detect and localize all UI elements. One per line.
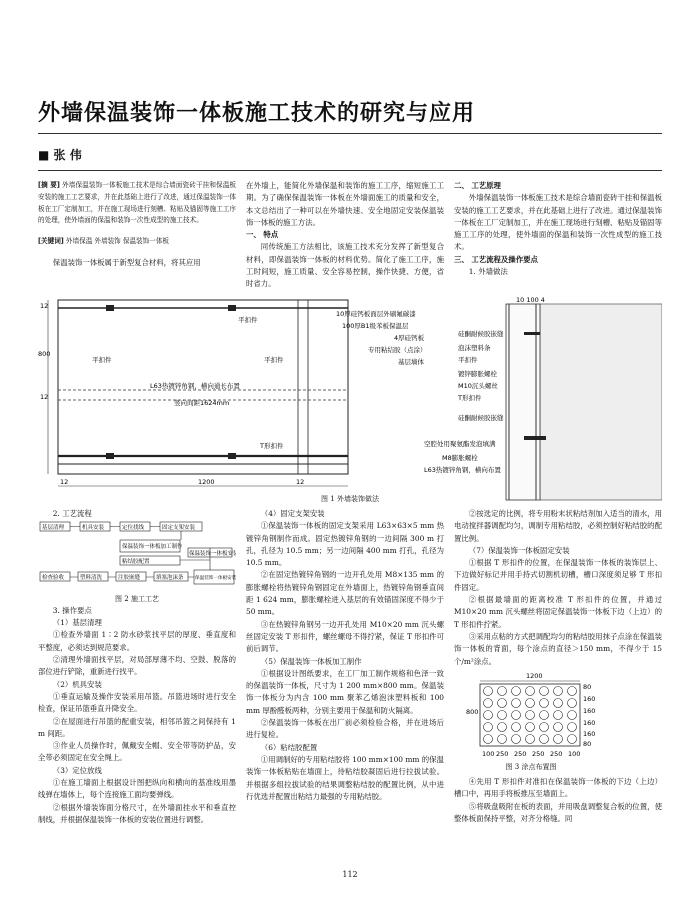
adhesive-dot (526, 735, 535, 744)
abstract-text: 外墙保温装饰一体板施工技术是综合墙面瓷砖干挂和保温板安装的施工工艺要求，并在此基础上进行了改进，通过保温装饰一体板在工厂定制加工，并在施工现场进行刻槽、粘贴及锚固等施工工序的处理，使外墙面的保温和装饰一次性成型的施工技术。 (38, 181, 236, 225)
section-1-text: 同传统施工方法相比，该施工技术充分发挥了新型复合材料，即保温装饰一体板的材料优势。简化了施工工序，施工时间短，施工质量、安全容易控制，操作快捷、方便，省时省力。 (246, 242, 444, 289)
paragraph: ⑤将吸盘吸附在板的表面，并用吸盘调整复合板的位置，使整体板面保持平整，对齐分格缝。同 (454, 801, 662, 823)
fig3-panel (480, 684, 580, 746)
fig3-dim-top: 1200 (526, 672, 543, 680)
fig1-dim-12b: 12 (40, 393, 49, 401)
flow-step: 检查验收 (42, 575, 65, 582)
fig1-clip (106, 305, 114, 311)
adhesive-dot (554, 699, 563, 708)
fig1-dim-12c: 12 (60, 478, 69, 486)
fig1-right-r6: T形扣件 (458, 394, 482, 402)
paragraph: ③采用点粘的方式把调配均匀的粘结胶用抹子点涂在保温装饰一体板的背面，每个涂点的直径＞150 mm，不得少于 15 个/m²涂点。 (454, 631, 662, 666)
adhesive-dot (484, 711, 493, 720)
paragraph: ②在固定热镀锌角钢的一边开孔处用 M8×135 mm 的膨胀螺栓将热镀锌角钢固定在外墙面上，热镀锌角钢垂直间距 1 624 mm，膨胀螺栓进入基层的有效锚固深度不得少于 50 mm。 (246, 570, 444, 617)
fig1-dim-thickness: 10 100 4 (516, 296, 545, 304)
paragraph: ①用调制好的专用粘结胶将 100 mm×100 mm 的保温装饰一体板粘贴在墙面上，待粘结胶凝固后进行拉拔试验。并根据多组拉拔试验的结果调整粘结胶的配置比例，从中进行优选并配置出粘结力最强的专用粘结胶。 (246, 754, 444, 801)
flow-step: 保温装饰一体板安装 (195, 576, 236, 582)
adhesive-dot (568, 699, 577, 708)
fig3-dim-side: 160 (583, 719, 596, 727)
keywords-text: 外墙保温 外墙装饰 保温装饰一体板 (65, 237, 170, 246)
flow-heading: 2. 工艺流程 (52, 509, 92, 518)
fig3-dim-left: 800 (466, 708, 479, 716)
flow-step: 基层清理 (42, 525, 65, 532)
paragraph: ②根据最墙面的距离校准 T 形扣件的位置，并通过 M10×20 mm 沉头螺丝将固定保温装饰一体板下边（上边）的 T 形扣件拧紧。 (454, 595, 662, 629)
fig1-right-l2: 100厚B1级苯板保温层 (342, 322, 409, 330)
fig1-right-r3: 平扣件 (458, 356, 478, 364)
adhesive-dot (554, 687, 563, 696)
fig1-right-l1: 10厚硅钙板面层外刷氟碳漆 (336, 310, 416, 318)
fig1-clip (228, 453, 236, 459)
paragraph: ①保温装饰一体板的固定支架采用 L63×63×5 mm 热镀锌角钢制作而成。固定热镀锌角钢的一边间隔 300 m 打孔，孔径为 10.5 mm；另一边间隔 400 mm 打孔，孔径为 10.5 mm。 (246, 521, 444, 568)
fig1-dim-800: 800 (38, 350, 51, 358)
fig3-dim-bottom: 250 (514, 750, 527, 758)
adhesive-dot (526, 699, 535, 708)
adhesive-dot (498, 723, 507, 732)
adhesive-dot (498, 711, 507, 720)
adhesive-dot (540, 711, 549, 720)
paragraph: ①检查外墙面 1∶2 防水砂浆找平层的厚度、垂直度和平整度，必须达到规范要求。 (38, 630, 236, 652)
fig1-right-l4: 专用粘结胶（点涂） (368, 346, 427, 354)
fig1-right-l5: 基层墙体 (398, 358, 424, 366)
col3-end (454, 776, 662, 825)
adhesive-dot (512, 687, 521, 696)
flow-step: 定位找线 (122, 525, 145, 532)
col2-bottom (246, 508, 444, 803)
abstract-block (38, 180, 236, 269)
adhesive-dot (554, 723, 563, 732)
fig1-dim-12a: 12 (40, 302, 49, 310)
flow-step: 保温装饰一体板加工制作 (122, 544, 183, 551)
fig3-dim-side: 160 (583, 730, 596, 738)
section-1-heading: 一、 特点 (246, 230, 279, 240)
figure-1-caption: 图 1 外墙装饰做法 (321, 495, 379, 503)
fig3-dim-bottom: 100 (482, 750, 495, 758)
paragraph: ②按选定的比例，将专用粉末状粘结剂加入适当的清水，用电动搅拌器调配均匀，调制专用粘结胶，必须控制好粘结胶的配置比例。 (454, 509, 662, 543)
fig3-dim-side: 160 (583, 695, 596, 703)
paragraph: ①根据 T 形扣件的位置，在保温装饰一体板的装饰层上、下边做好标记并用手持式切割机切槽，槽口深度须足够 T 形扣件固定。 (454, 558, 662, 592)
adhesive-dot (484, 723, 493, 732)
fig3-dim-bottom: 250 (550, 750, 563, 758)
paragraph: ②清理外墙面找平层，对局部厚薄不均、空鼓、脱落的部位进行铲除，重新进行找平。 (38, 655, 236, 677)
col1-intro: 保温装饰一体板属于新型复合材料，将其应用 (52, 257, 201, 267)
subheading: （4）固定支架安装 (260, 509, 325, 518)
adhesive-dot (512, 699, 521, 708)
figure-3-caption: 图 3 涂点布置图 (505, 763, 557, 771)
fig1-clip (106, 453, 114, 459)
author-rule (38, 170, 662, 171)
col2-top (246, 180, 444, 291)
adhesive-dot (540, 735, 549, 744)
subheading: （3）定位放线 (52, 765, 102, 775)
adhesive-dot (568, 711, 577, 720)
fig1-right-r5: M10沉头螺丝 (458, 382, 498, 390)
paragraph: ③作业人员操作时，佩戴安全帽、安全带等防护品，安全带必须固定在安全绳上。 (38, 741, 236, 763)
fig1-label-spacing: 竖向间距1624mm (174, 399, 230, 407)
fig1-right-l3: 4厚硅钙板 (394, 334, 425, 342)
adhesive-dot (540, 687, 549, 696)
figure-1-drawing (38, 296, 662, 506)
adhesive-dot (568, 723, 577, 732)
fig1-dim-1200: 1200 (198, 478, 215, 486)
page-number: 112 (342, 870, 358, 879)
col3-bottom (454, 508, 662, 668)
adhesive-dot (540, 723, 549, 732)
abstract-label: [摘 要] (38, 181, 60, 189)
col1-bottom (38, 508, 236, 826)
paragraph: ②根据外墙装饰面分格尺寸，在外墙面挂水平和垂直控制线，并根据保温装饰一体板的安装位置进行调整。 (38, 802, 236, 824)
col2-top-text: 在外墙上，能简化外墙保温和装饰的施工工序，缩短施工工期。为了确保保温装饰一体板在外墙面施工的质量和安全，本文总结出了一种可以在外墙快速、安全地固定安装保温装饰一体板的施工方法。 (246, 181, 444, 227)
fig1-clip (228, 305, 236, 311)
paragraph: ②保温装饰一体板在出厂前必须检验合格，并在进场后进行复检。 (246, 718, 444, 740)
fig1-right-r4: 镀锌膨胀螺栓 (458, 370, 497, 378)
section-2-text: 外墙保温装饰一体板施工技术是综合墙面瓷砖干挂和保温板安装的施工工艺要求，并在此基础上进行了改进。通过保温装饰一体板在工厂定制加工，并在施工现场进行刻槽、粘贴及锚固等施工工序的处理，使外墙面的保温和装饰一次性成型的施工技术。 (454, 193, 662, 252)
flow-step: 粘结胶配置 (122, 559, 150, 566)
adhesive-dot (568, 687, 577, 696)
col3-top (454, 180, 662, 278)
fig1-label-angle: L63热镀锌角钢，横向通长布置 (150, 382, 240, 390)
fig1-label-pin1: 平扣件 (238, 316, 258, 324)
paragraph: ②在屋面进行吊篮的配重安装，相邻吊篮之间保持有 1 m 间距。 (38, 716, 236, 738)
adhesive-dot (554, 711, 563, 720)
paragraph: ①在施工墙面上根据设计图把纵向和横向的基准线用墨线弹在墙体上，每个连接施工面均要弹线。 (38, 778, 236, 800)
fig1-right-r8: 空腔处用聚氨酯发泡填满 (424, 440, 496, 448)
paragraph: ①垂直运输及操作安装采用吊篮。吊篮进场时进行安全检查，保证吊篮垂直升降安全。 (38, 691, 236, 714)
adhesive-dot (484, 699, 493, 708)
subsection-1: 1. 外墙做法 (468, 267, 508, 277)
flow-step: 填塞泡沫条 (156, 575, 184, 582)
title-rule (38, 133, 662, 134)
adhesive-dot (526, 723, 535, 732)
fig3-dim-bottom: 100 (568, 750, 581, 758)
paragraph: ③在热镀锌角钢另一边开孔处用 M10×20 mm 沉头螺丝固定安装 T 形扣件，螺丝螺母不得拧紧，保证 T 形扣件可前后调节。 (246, 619, 444, 654)
flow-step: 保温装饰一体板安装 (189, 551, 236, 558)
author: ■ 张 伟 (38, 148, 82, 162)
adhesive-dot (498, 735, 507, 744)
adhesive-dot (526, 711, 535, 720)
keywords-label: [关键词] (38, 237, 64, 246)
points-heading: 3. 操作要点 (52, 605, 92, 615)
fig3-dim-bottom: 250 (532, 750, 545, 758)
fig1-right-r1: 硅酮耐候胶嵌缝 (458, 330, 504, 338)
page-title: 外墙保温装饰一体板施工技术的研究与应用 (38, 101, 476, 126)
adhesive-dot (554, 735, 563, 744)
fig1-right-r9: M8膨胀螺栓 (442, 454, 478, 462)
subheading: （6）粘结胶配置 (260, 742, 318, 752)
fig1-label-pin3: 平扣件 (264, 356, 284, 364)
fig1-label-tpin: T形扣件 (260, 442, 284, 450)
fig3-dim-bottom: 250 (496, 750, 509, 758)
subheading: （2）机具安装 (52, 679, 102, 689)
fig1-label-pin2: 平扣件 (92, 356, 112, 364)
paragraph: ④先用 T 形扣件对准扣在保温装饰一体板的下边（上边）槽口中，再用手将板推压至墙面上。 (454, 777, 662, 799)
figure-2-flowchart (38, 520, 236, 588)
flow-step: 塑料清洗 (80, 575, 103, 582)
adhesive-dot (526, 687, 535, 696)
paragraph: ①根据设计图纸要求，在工厂加工制作规格和色泽一致的保温装饰一体板，尺寸为 1 200 mm×800 mm。保温装饰一体板分为内含 100 mm 聚苯乙烯泡沫塑料板和 100 mm 厚酚醛板两种，分别主要用于保温和防火隔离。 (246, 668, 444, 715)
adhesive-dot (568, 735, 577, 744)
adhesive-dot (498, 687, 507, 696)
fig1-base-wall (540, 304, 662, 500)
fig3-dim-side: 80 (583, 740, 592, 748)
adhesive-dot (540, 699, 549, 708)
flow-step: 机具安装 (82, 525, 105, 532)
fig1-right-r10: L63热镀锌角钢，横向布置 (424, 466, 501, 474)
subheading: （7）保温装饰一体板固定安装 (468, 545, 570, 555)
fig3-dot-grid (484, 687, 577, 744)
section-2-heading: 二、 工艺原理 (454, 181, 501, 190)
fig1-angle-section (524, 436, 546, 440)
adhesive-dot (512, 711, 521, 720)
fig1-right-r2: 泡沫塑料条 (458, 344, 491, 352)
figure-2-caption: 图 2 施工工艺 (115, 594, 159, 603)
adhesive-dot (484, 735, 493, 744)
figure-3-drawing (466, 672, 596, 758)
adhesive-dot (498, 699, 507, 708)
adhesive-dot (512, 723, 521, 732)
fig3-dim-side: 80 (583, 683, 592, 691)
flow-step: 固定支架安装 (162, 525, 196, 532)
fig1-right-r7: 硅酮耐候胶嵌缝 (458, 414, 504, 422)
subheading: （5）保温装饰一体板加工制作 (260, 656, 362, 666)
section-3-heading: 三、 工艺流程及操作要点 (454, 254, 538, 264)
adhesive-dot (512, 735, 521, 744)
adhesive-dot (484, 687, 493, 696)
subheading: （1）基层清理 (52, 618, 102, 628)
fig3-dim-side: 160 (583, 707, 596, 715)
flow-step: 注胶嵌缝 (118, 575, 141, 582)
fig1-dim-12d: 12 (296, 478, 305, 486)
